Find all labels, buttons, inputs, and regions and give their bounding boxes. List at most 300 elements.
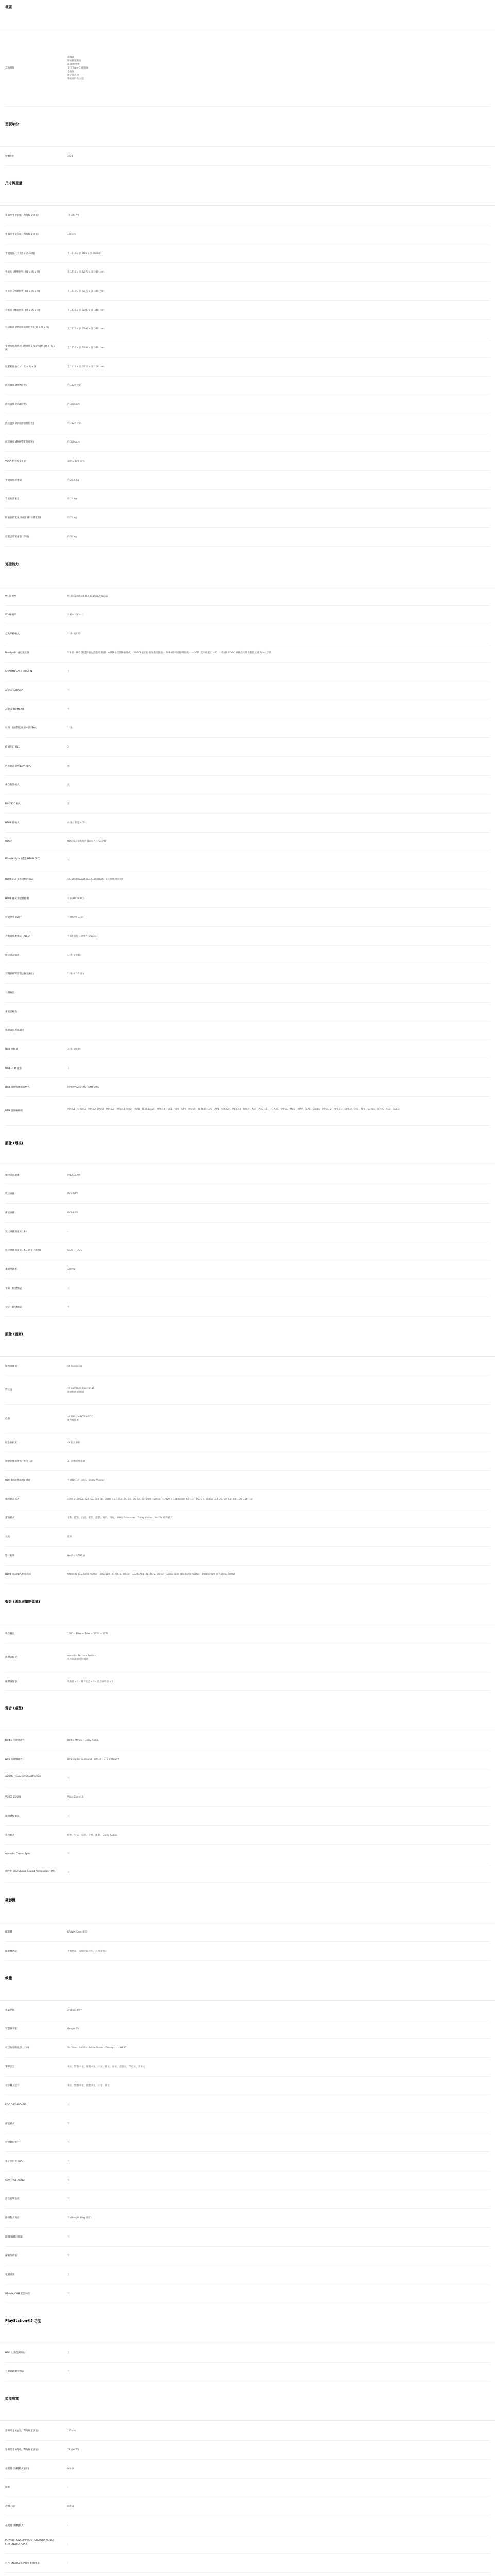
spec-row [0, 1452, 495, 1471]
spec-row [0, 225, 495, 244]
spec-value: 有 [67, 2198, 70, 2201]
section-title: 聲音 (通訊與電路架構) [5, 1600, 40, 1604]
section-title: 顯像 (電視) [5, 1141, 23, 1145]
spec-row [0, 738, 495, 757]
spec-value: Acoustic Surface Audio+ 聲音與畫面同步技術 [67, 1654, 96, 1661]
spec-label: Dolby 音效相容性 [5, 1739, 25, 1742]
spec-row [0, 2265, 495, 2284]
spec-row [0, 2247, 495, 2266]
spec-label: Acoustic Center Sync [5, 1853, 30, 1856]
spec-row [0, 320, 495, 339]
spec-value: 標準、對話、電影、音樂、運動、Dolby Audio [67, 1834, 117, 1837]
spec-label: 能源 [5, 2486, 10, 2489]
spec-label: 畫面更新率 [5, 1268, 17, 1271]
spec-value: 有 [67, 689, 70, 692]
spec-row [0, 1845, 495, 1864]
section-title: 軟體 [5, 1976, 12, 1980]
row-divider [5, 106, 490, 107]
section-title: 型號年份 [5, 122, 19, 127]
spec-row [0, 2001, 495, 2020]
spec-value: 1 (後 4 Ω/3 接) [67, 973, 84, 976]
spec-label: APPLE AIRPLAY [5, 689, 23, 692]
spec-value: 有 [67, 2255, 70, 2258]
spec-label: 開機/關機計時器 [5, 2235, 23, 2239]
spec-value: - [67, 2562, 68, 2565]
spec-label: 包裝含電視重量 (淨重) [5, 535, 29, 538]
spec-row [0, 509, 495, 528]
spec-value: 2024 [67, 155, 73, 158]
spec-label: 揚聲器與導線輸出 [5, 1029, 24, 1032]
section-title: 節能省電 [5, 2397, 19, 2401]
spec-row [0, 908, 495, 927]
spec-row [0, 1672, 495, 1691]
spec-label: APPLE HOMEKIT [5, 708, 24, 711]
spec-label: 類比電視廣播 [5, 1174, 20, 1177]
spec-row [0, 1223, 495, 1242]
spec-label: 畫面模式 [5, 1517, 15, 1520]
spec-value: 聲動體 x 2 · 聲音低音 x 2 · 低音揚聲器 x 2 [67, 1680, 113, 1683]
spec-label: 待機 (kg) [5, 2505, 15, 2509]
spec-label: BRAVIA Sync (透過 HDMI CEC) [5, 857, 40, 860]
spec-value: 300 x 300 mm [67, 460, 85, 463]
spec-value: Voice Zoom 3 [67, 1796, 84, 1799]
row-divider [5, 1882, 490, 1883]
spec-value: 有 [67, 2370, 70, 2374]
spec-label: 聲音輸出 [5, 1633, 15, 1636]
spec-label: 菜單語言 [5, 2065, 15, 2069]
spec-row [0, 663, 495, 682]
spec-label: 個性化 360 Spatial Sound Personalizer 應用 [5, 1870, 56, 1873]
spec-value: 有 [67, 2141, 70, 2144]
spec-row [0, 2228, 495, 2247]
spec-label: 可變更率 (VRR) [5, 916, 22, 919]
spec-label: 符合 ENERGY STAR® 相關要求 [5, 2562, 40, 2565]
spec-row [0, 377, 495, 396]
spec-row [0, 1078, 495, 1097]
spec-row [0, 1471, 495, 1490]
spec-row [0, 1566, 495, 1585]
spec-row [0, 2152, 495, 2171]
spec-value: 寬 1715 x 高 1070 x 深 340 mm [67, 290, 104, 293]
spec-value: 有 [67, 2160, 70, 2163]
spec-label: 附底座的電視淨重量 (附條帶支架) [5, 517, 41, 520]
spec-label: Wi-Fi 標準 [5, 595, 16, 598]
spec-label: 攝影機 [5, 1931, 12, 1934]
section-title: 連接能力 [5, 562, 19, 566]
spec-value: 寬 1913 x 高 1152 x 深 150 mm [67, 365, 104, 368]
spec-row [0, 681, 495, 700]
spec-row [0, 2516, 495, 2535]
spec-label: 影像處理器 [5, 1365, 17, 1368]
spec-value: 有 [67, 1287, 70, 1290]
spec-value: 手勢控制、環境光最佳化、近距離警示 [67, 1950, 108, 1953]
spec-row [0, 2209, 495, 2228]
spec-row [0, 2058, 495, 2077]
spec-label: 平板電視淨重量 [5, 479, 22, 482]
spec-value: 1 (後) [67, 727, 74, 730]
spec-label: ACOUSTIC AUTO CALIBRATION [5, 1775, 41, 1778]
spec-row [0, 700, 495, 719]
spec-row [0, 528, 495, 547]
spec-label: 底座寬度 (窄邊位置) [5, 403, 27, 406]
spec-label: 節能模式 [5, 2122, 15, 2125]
spec-value: 約 380 mm [67, 403, 80, 406]
spec-value: 英文、繁體中文、簡體中文、日文、韓文 [67, 2084, 110, 2088]
spec-row [0, 1547, 495, 1566]
spec-label: USB 播放編解碼 [5, 1110, 23, 1113]
spec-label: VESA 相容壁掛孔位 [5, 460, 27, 463]
spec-row [0, 1166, 495, 1185]
spec-row [0, 2441, 495, 2460]
spec-label: 類比廣播頻道 (日本) [5, 1230, 27, 1233]
spec-label: 對比度 [5, 1389, 12, 1392]
spec-value: 流明 [67, 1536, 72, 1539]
spec-value: 0.5 W [67, 2467, 74, 2470]
spec-label: 平板電視尺寸 (寬 x 高 x 深) [5, 252, 35, 255]
spec-row [0, 1863, 495, 1883]
spec-row [0, 1942, 495, 1961]
spec-row [0, 1241, 495, 1260]
section-title: 尺寸與重量 [5, 181, 22, 186]
spec-row [0, 833, 495, 852]
spec-label: 揚聲器類型 [5, 1680, 17, 1683]
spec-row [0, 1433, 495, 1452]
spec-value: 寬 1715 x 高 1070 x 深 340 mm [67, 271, 104, 274]
spec-label: 螢幕尺寸 (英吋，對角線量測值) [5, 214, 39, 217]
section-divider [0, 2420, 495, 2421]
spec-value: Dolby Atmos · Dolby Audio [67, 1739, 99, 1742]
spec-label: HDMI 擴充功能連接頭 [5, 897, 29, 900]
spec-row [0, 1260, 495, 1279]
spec-label: VOICE ZOOM [5, 1796, 21, 1799]
row-divider [5, 546, 490, 547]
spec-value: 約 29 kg [67, 517, 77, 520]
spec-row [0, 2460, 495, 2479]
spec-row [0, 244, 495, 263]
spec-row [0, 358, 495, 377]
spec-label: 電視書簽 [5, 2274, 15, 2277]
spec-row [0, 2497, 495, 2516]
spec-value: 有 [67, 1777, 70, 1780]
spec-label: 應用程式商店 [5, 2217, 20, 2220]
spec-value: 120 Hz [67, 1268, 76, 1271]
spec-label: 螢幕尺寸 (英吋，對角線量測值) [5, 2448, 39, 2451]
spec-value: 有 [67, 2274, 70, 2277]
spec-label: USB 埠數量 [5, 1048, 18, 1051]
spec-row [0, 1376, 495, 1404]
spec-row [0, 794, 495, 814]
spec-row [0, 776, 495, 795]
section-title: PlayStation®5 功能 [5, 2318, 41, 2323]
spec-label: HDMI 總輸入 [5, 821, 20, 824]
spec-label: 數位廣播 [5, 1193, 15, 1196]
spec-row [0, 282, 495, 301]
spec-row [0, 2133, 495, 2153]
spec-value: 有 [67, 2292, 70, 2295]
spec-row [0, 1625, 495, 1644]
spec-label: 動態影像清晰度 (實位 Hz) [5, 1460, 33, 1463]
spec-label: 底座寬度 (附底帶支架寬度) [5, 441, 34, 444]
spec-label: 自動遊戲類型模式 [5, 2370, 24, 2374]
spec-label: 可以收看的服務 (日本) [5, 2047, 29, 2050]
spec-label: 影片校準 [5, 1554, 15, 1557]
spec-label: 重低音輸出 [5, 1010, 17, 1013]
spec-value: 0.0 kg [67, 2505, 75, 2509]
spec-row [0, 1826, 495, 1845]
spec-row [0, 2077, 495, 2096]
spec-label: 相容視訊格式 [5, 1498, 20, 1501]
spec-label: 色差視訊 (Y/Pb/Pr) 輸入 [5, 765, 31, 768]
spec-label: 含底座 (聲道位置) (寬 x 高 x 深) [5, 309, 40, 312]
spec-row [0, 1528, 495, 1547]
spec-label: BRAVIA CAM 配套內容 [5, 2292, 30, 2295]
spec-value: 195 cm [67, 233, 76, 236]
spec-row [0, 1097, 495, 1125]
section-title: 顯像 (畫面) [5, 1332, 23, 1337]
spec-row [0, 814, 495, 833]
spec-label: RS-232C 輸入 [5, 803, 21, 806]
spec-row [0, 1357, 495, 1376]
spec-value: 無 [67, 784, 70, 787]
spec-row [0, 2554, 495, 2573]
spec-label: HDMI 電腦輸入相容格式 [5, 1573, 31, 1577]
spec-label: USB HDD 錄影 [5, 1067, 22, 1070]
row-divider [5, 1690, 490, 1691]
spec-row [0, 452, 495, 471]
spec-label: 揚聲器配置 [5, 1656, 17, 1659]
section-title: 概要 [5, 5, 12, 9]
spec-label: Bluetooth 協定規定值 [5, 651, 29, 654]
spec-value: 4K 超高解析 [67, 1441, 80, 1444]
spec-row [0, 1490, 495, 1509]
spec-value: YouTube · Netflix · Prime Video · Disney+ · U-NEXT [67, 2047, 127, 2050]
spec-row [0, 984, 495, 1003]
spec-value: 有 [67, 1815, 70, 1818]
spec-row [0, 263, 495, 282]
spec-label: 耗電量 (關機模式) [5, 2524, 25, 2527]
spec-label: 底座寬度 (條帶加傾斜位置) [5, 422, 34, 425]
spec-label: 含底座淨重量 [5, 498, 20, 501]
spec-row [0, 206, 495, 225]
spec-label: 攝影機功能 [5, 1950, 17, 1953]
spec-label: Wi-Fi 頻率 [5, 614, 16, 617]
spec-value: 有 [67, 708, 70, 711]
spec-value: MP4/AVI/ASF/M2TS/MKV/TS [67, 1086, 99, 1089]
spec-row [0, 2095, 495, 2114]
spec-value: DVB-T/T2 [67, 1193, 78, 1196]
spec-value: 有 [67, 1872, 70, 1875]
spec-value: 4K Contrast Booster 15 動態對比增強器 [67, 1387, 95, 1394]
row-divider [5, 165, 490, 166]
spec-row [0, 1405, 495, 1433]
spec-value: - [67, 2543, 68, 2546]
row-divider [5, 1316, 490, 1317]
spec-row [0, 1021, 495, 1040]
spec-label: 環繞聲模擬器 [5, 1815, 20, 1818]
spec-row [0, 1509, 495, 1528]
spec-row [0, 2421, 495, 2441]
spec-value: 有 (HDR10 · HLG · Dolby Vision) [67, 1479, 105, 1482]
spec-row [0, 395, 495, 414]
spec-label: HDR (高動態範圍) 相容 [5, 1479, 30, 1482]
spec-value: 640x480 (31.5kHz, 60Hz) · 800x600 (37.9kHz, 60Hz) · 1024x768 (48.4kHz, 60Hz) · 1280x1024 (64.0kHz, 60Hz) · 1920x1080 (67.5kHz, 60Hz) [67, 1573, 235, 1577]
spec-value: 寬 1715 x 高 1090 x 深 340 mm [67, 309, 104, 312]
spec-row [0, 1298, 495, 1317]
spec-value: - [67, 2486, 68, 2489]
spec-row [0, 1059, 495, 1078]
spec-row [0, 1204, 495, 1223]
spec-label: 文字 (數位類電) [5, 1306, 22, 1309]
spec-row [0, 1923, 495, 1942]
spec-row [0, 1003, 495, 1022]
spec-row [0, 1184, 495, 1204]
spec-value: HDCP2.3 (適用於 HDMI™ 1/2/3/4) [67, 840, 106, 843]
spec-label: 數位音訊輸出 [5, 954, 20, 957]
spec-label: 螢幕尺寸 (公分，對角線量測值) [5, 2430, 39, 2433]
spec-value: - [67, 2524, 68, 2527]
spec-row [0, 2479, 495, 2498]
spec-label: 衛星廣播 [5, 1211, 15, 1214]
spec-value: Android TV™ [67, 2009, 82, 2012]
spec-row [0, 1807, 495, 1826]
spec-row [0, 606, 495, 625]
spec-label: 底座寬度 (標準位置) [5, 384, 27, 387]
spec-label: HDMI 4:2 支援規格的格式 [5, 878, 34, 881]
spec-label: 耗電量 (待機模式運作) [5, 2467, 29, 2470]
spec-row [0, 1732, 495, 1751]
spec-label: 文字輸入語言 [5, 2084, 20, 2088]
spec-value: 約 1226 mm [67, 384, 82, 387]
spec-row [0, 964, 495, 984]
spec-value: 1 (後) (光纖) [67, 954, 81, 957]
spec-row [0, 1279, 495, 1298]
spec-value: 無 [67, 803, 70, 806]
spec-label: 射頻 (地面類比廣播) 端子輸入 [5, 727, 37, 730]
spec-value: MPEG1 · MPEG2 · MPEG4 (AVC) · MPEG2 · MPEG4 Part2 · XViD · H.264/AVC · MPEG4 · VC1 · VP8 · VP9 · WMV9 · H.265/HEVC · AV1 · MPEG4 · MJPEG4 · WMA · AAC · AAC-LC · HE-AAC · MPEG · Mp3 · WAV · FLAC · Dolby · MPEG-2 · MPEG-4 · LPCM · DTS · APE · Vorbis · OPUS · AC3 · EAC3 [67, 1108, 400, 1111]
spec-row [0, 851, 495, 870]
section-title: 攝影機 [5, 1898, 15, 1903]
spec-row [0, 2039, 495, 2058]
spec-value: 有 [67, 2235, 70, 2239]
spec-label: 螢幕尺寸 (公分，對角線量測值) [5, 233, 39, 236]
spec-row [0, 2535, 495, 2554]
spec-row [0, 927, 495, 946]
spec-value: DTS Digital Surround · DTS:X · DTS Virtual:X [67, 1758, 120, 1761]
spec-label: CONTROL MENU [5, 2179, 25, 2182]
spec-value: 有 [67, 2104, 70, 2107]
spec-label: CHROMECAST BUILT-IN [5, 670, 32, 673]
spec-value: 無 [67, 765, 70, 768]
spec-row [0, 490, 495, 509]
spec-label: ECO DASHBOARD [5, 2104, 26, 2107]
spec-value: SBAS + CSIS [67, 1249, 82, 1252]
spec-value: Netflix 校準模式 [67, 1554, 85, 1557]
row-divider [5, 1125, 490, 1126]
spec-label: 其他特性 [5, 67, 15, 70]
spec-value: 有 [67, 1067, 70, 1070]
spec-row [0, 30, 495, 107]
row-divider [5, 1960, 490, 1961]
spec-value: 5.3 版 · HID (鍵盤/滑鼠/遊戲控制器) · A2DP (音訊傳輸模式) · AVRCP (音頻/視頻遙控協議) · SPP (序列連接埠規範) · HOGP (低功耗藍牙 HID) · 可支援 LDAC 傳輸音訊與大幅低延遲 Sync 音訊 [67, 651, 271, 654]
section-divider [0, 146, 495, 147]
spec-row [0, 338, 495, 358]
spec-row [0, 1788, 495, 1807]
spec-label: USB 播放影像檔案格式 [5, 1086, 30, 1089]
spec-label: 字幕 (數位類電) [5, 1287, 22, 1290]
spec-row [0, 2573, 495, 2576]
spec-label: 語音控制遙控 [5, 2198, 20, 2201]
spec-value: 4 (後 / 側邊 x 2) [67, 821, 85, 824]
spec-label: 睡眠計時器 [5, 2255, 17, 2258]
spec-label: 平板電視與底座 (附條帶支架)的規格 (寬 x 高 x 深) [5, 345, 55, 351]
section-title: 聲音 (處理) [5, 1706, 23, 1711]
spec-value: BRAVIA Cam 相容 [67, 1931, 88, 1934]
spec-value: 2 [67, 746, 69, 749]
spec-row [0, 1643, 495, 1672]
spec-label: 耳機與揚聲器混合輸出輸出 [5, 973, 34, 976]
spec-row [0, 643, 495, 663]
spec-row [0, 624, 495, 643]
spec-row [0, 587, 495, 606]
spec-value: 寬 1715 x 高 1090 x 深 340 mm [67, 347, 104, 350]
section-divider [0, 2000, 495, 2001]
spec-label: IF (衛星) 輸入 [5, 746, 20, 749]
spec-row [0, 2114, 495, 2133]
spec-row [0, 301, 495, 320]
spec-value: 約 33 kg [67, 535, 77, 538]
spec-value: 有 [67, 670, 70, 673]
spec-row [0, 1040, 495, 1059]
spec-label: POWER CONSUMPTION (STANDBY MODE) FOR ENERGY STAR [5, 2539, 54, 2546]
spec-row [0, 1769, 495, 1788]
spec-label: 乙太網路輸入 [5, 633, 20, 636]
spec-value: 有 [67, 2179, 70, 2182]
spec-value: 有 (eARC/ARC) [67, 897, 84, 900]
spec-value: 約 29 kg [67, 498, 77, 501]
spec-value: Google TV [67, 2028, 79, 2031]
spec-label: 色彩 [5, 1417, 10, 1420]
spec-label: 包括底座 (聲道加傾斜位置) (寬 x 高 x 深) [5, 326, 50, 329]
spec-value: 寬 1715 x 高 985 x 深 80 mm [67, 252, 102, 255]
spec-row [0, 757, 495, 776]
spec-value: 10W + 10W + 10W + 10W + 10W [67, 1633, 108, 1636]
spec-label: 複合視訊輸入 [5, 784, 20, 787]
spec-row [0, 1750, 495, 1769]
spec-row [0, 719, 495, 738]
spec-label: 智慧聯平臺 [5, 2028, 17, 2031]
spec-value: 寬 1715 x 高 1090 x 深 340 mm [67, 328, 104, 331]
spec-row [0, 946, 495, 965]
spec-value: 4096 × 2160p (24, 50, 60 Hz) · 3840 × 2160p (24, 25, 30, 50, 60, 100, 120 Hz) · 1920 × 1080i (50, 60 Hz) · 1920 × 1080p (24, 25, 30, 50, 60, 100, 120 Hz) [67, 1498, 253, 1501]
spec-row [0, 2284, 495, 2303]
spec-value: 有 [67, 1853, 70, 1856]
spec-value: 4K Processor [67, 1365, 82, 1368]
spec-row [0, 414, 495, 433]
spec-value: PAL/SECAM [67, 1174, 80, 1177]
spec-row [0, 433, 495, 452]
spec-value: 英文、繁體中文、簡體中文、日文、韓文、泰文、越南文、印尼文、馬來文 [67, 2065, 145, 2069]
spec-row [0, 870, 495, 889]
spec-value: 有 [67, 1306, 70, 1309]
spec-label: 電子節目表 (EPG) [5, 2160, 25, 2163]
section-divider [0, 205, 495, 206]
spec-label: HDR 自動色調映射 [5, 2351, 26, 2354]
spec-label: 耳機輸出 [5, 991, 15, 994]
spec-value: 有 (Google Play 商店) [67, 2217, 92, 2220]
spec-label: DTS 音效相容性 [5, 1758, 23, 1761]
section-divider [0, 1356, 495, 1357]
spec-value: 4K120/4K60/2K60/4K120/8K76 (依支援機種而異) [67, 878, 123, 881]
